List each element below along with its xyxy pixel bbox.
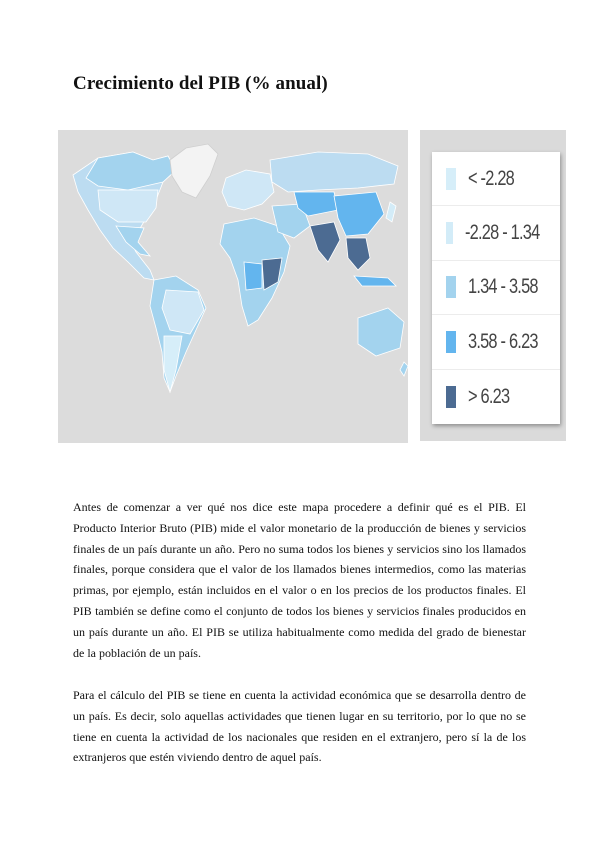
legend-label: > 6.23 [468,384,510,408]
map-europe [222,170,274,210]
legend-item [432,152,560,206]
legend-label: 3.58 - 6.23 [468,329,538,353]
map-australia [358,308,404,356]
map-russia [270,152,398,192]
world-map [58,130,408,443]
map-india [310,222,340,262]
legend-swatch [446,222,453,244]
map-japan [386,202,396,222]
map-greenland [170,144,218,198]
paragraph-gdp-calculation: Para el cálculo del PIB se tiene en cuenta la actividad económica que se desarrolla dentro de un país. Es decir, solo aquellas actividades que tienen lugar en su territorio, por lo que no se tiene en cuenta la actividad de los nacionales que residen en el extranjero, pero sí la de los extranjeros que estén viviendo dentro de aquel país. [73,688,526,765]
legend-label: -2.28 - 1.34 [464,221,540,245]
map-southeast-asia [346,238,370,270]
world-map-graphic [58,130,408,443]
map-new-zealand [400,362,408,376]
map-central-africa [244,262,262,290]
map-indonesia [354,276,396,286]
legend-swatch [446,386,456,408]
legend-label: < -2.28 [468,166,514,190]
legend-swatch [446,168,456,190]
legend-panel [420,130,566,441]
legend-item [432,315,560,369]
legend-item [432,370,560,424]
legend [432,152,560,424]
legend-item [432,261,560,315]
paragraph-gdp-definition: Antes de comenzar a ver qué nos dice este mapa procedere a definir qué es el PIB. El Producto Interior Bruto (PIB) mide el valor monetario de la producción de bienes y servicios finales de un país durante un año. Pero no suma todos los bienes y servicios sino los llamados finales, porque considera que el valor de los llamados bienes intermedios, como las materias primas, por ejemplo, están incluidos en el valor o en los precios de los productos finales. El PIB también se define como el conjunto de todos los bienes y servicios finales producidos en un país durante un año. El PIB se utiliza habitualmente como medida del grado de bienestar de la población de un país. [73,500,526,660]
legend-swatch [446,331,456,353]
map-china [334,192,384,236]
legend-swatch [446,276,456,298]
map-east-africa [262,258,282,290]
legend-label: 1.34 - 3.58 [468,275,538,299]
legend-item [432,206,560,260]
page-title: Crecimiento del PIB (% anual) [73,73,328,94]
